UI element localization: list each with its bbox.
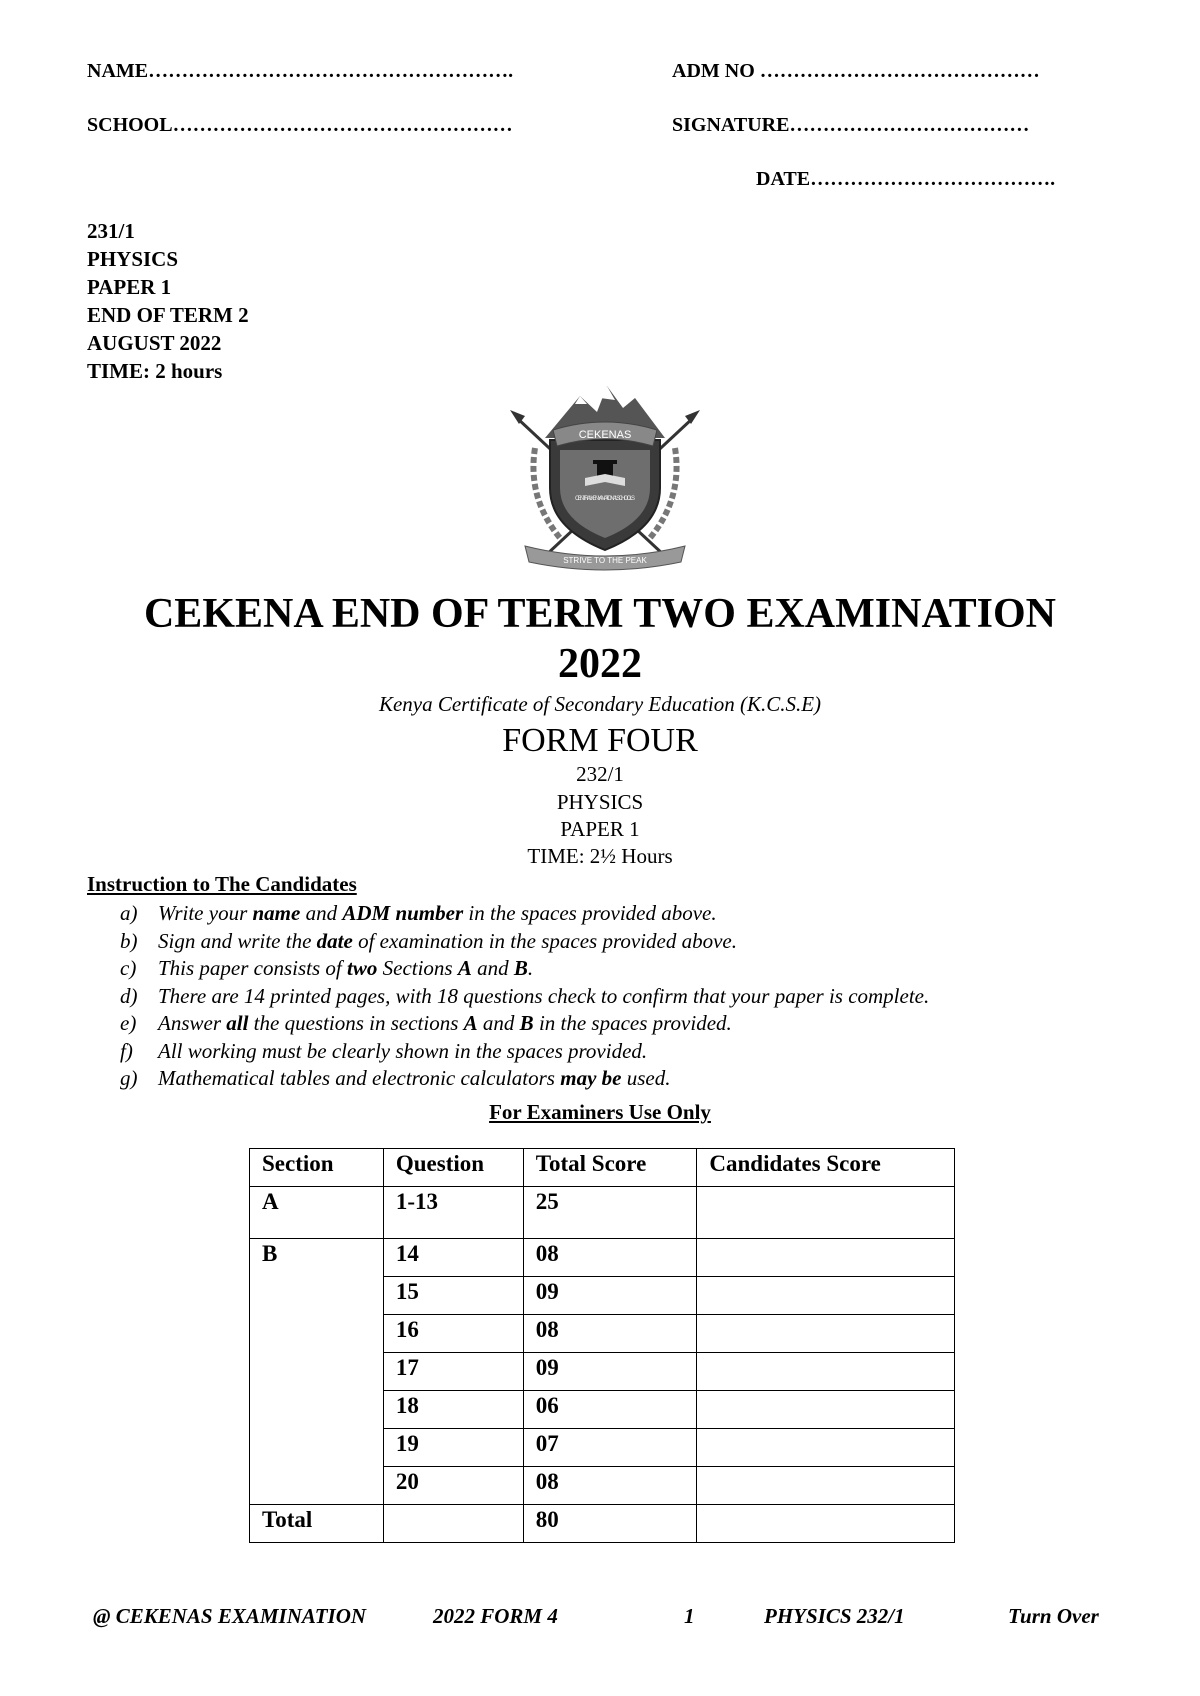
cell-question <box>383 1505 523 1543</box>
meta-paper: PAPER 1 <box>87 275 172 299</box>
cell-question: 20 <box>383 1467 523 1505</box>
footer-page-number: 1 <box>684 1604 695 1628</box>
school-field: SCHOOL…………………………………………… <box>87 114 513 136</box>
meta-term: END OF TERM 2 <box>87 303 249 327</box>
adm-no-field: ADM NO …………………………………… <box>672 60 1040 82</box>
instructions-list <box>120 900 929 1093</box>
instruction-emphasis: date <box>316 928 353 953</box>
cell-candidates-score <box>697 1187 955 1239</box>
instruction-text: and <box>471 956 514 980</box>
table-row <box>250 1277 955 1315</box>
cell-candidates-score <box>697 1315 955 1353</box>
cell-question: 19 <box>383 1429 523 1467</box>
cell-question: 1-13 <box>383 1187 523 1239</box>
table-row <box>250 1187 955 1239</box>
name-field: NAME………………………………………………. <box>87 60 514 82</box>
exam-title: CEKENA END OF TERM TWO EXAMINATION <box>143 591 1057 637</box>
instruction-emphasis: A <box>457 956 472 980</box>
cell-total-score: 08 <box>523 1467 697 1505</box>
cell-section: A <box>250 1187 384 1239</box>
col-header-question: Question <box>383 1149 523 1187</box>
meta-code: 231/1 <box>87 219 135 243</box>
cell-candidates-score <box>697 1505 955 1543</box>
signature-field: SIGNATURE……………………………… <box>672 114 1030 136</box>
instruction-text: Answer <box>158 1011 227 1035</box>
cell-section: B <box>250 1239 384 1277</box>
meta-subject: PHYSICS <box>87 247 179 271</box>
instruction-text: This paper consists of <box>158 956 348 980</box>
instruction-text: of examination in the spaces provided above. <box>352 928 737 953</box>
table-row <box>250 1239 955 1277</box>
cell-section <box>250 1353 384 1391</box>
cekenas-crest-logo <box>505 378 705 578</box>
table-header-row <box>250 1149 955 1187</box>
instruction-label: d) <box>120 983 138 1008</box>
instruction-item <box>120 1065 929 1093</box>
instruction-item <box>120 1038 929 1066</box>
cell-candidates-score <box>697 1277 955 1315</box>
crest-inner-text: CENTRAL KENYA NATIONAL SCHOOLS <box>575 496 635 502</box>
kcse-subtitle: Kenya Certificate of Secondary Education (K.C.S.E) <box>378 692 822 716</box>
instruction-emphasis: A <box>463 1011 478 1035</box>
paper-code: 232/1 <box>576 762 624 786</box>
instruction-item <box>120 928 929 956</box>
footer-subject: PHYSICS 232/1 <box>764 1604 905 1628</box>
col-header-section: Section <box>250 1149 384 1187</box>
instruction-text: and <box>300 901 343 925</box>
cell-section <box>250 1277 384 1315</box>
instruction-item <box>120 900 929 928</box>
cell-section <box>250 1429 384 1467</box>
instruction-item <box>120 955 929 983</box>
score-table <box>249 1148 955 1543</box>
instruction-label: b) <box>120 928 138 953</box>
col-header-candidates-score: Candidates Score <box>697 1149 955 1187</box>
footer-year-form: 2022 FORM 4 <box>433 1604 558 1628</box>
cell-candidates-score <box>697 1353 955 1391</box>
table-row <box>250 1429 955 1467</box>
cell-total-score: 07 <box>523 1429 697 1467</box>
instruction-text: Write your <box>158 901 253 925</box>
meta-date: AUGUST 2022 <box>87 331 222 355</box>
cell-question: 18 <box>383 1391 523 1429</box>
cell-section <box>250 1315 384 1353</box>
paper-number: PAPER 1 <box>560 817 640 841</box>
instruction-emphasis: B <box>519 1011 534 1035</box>
crest-motto-text: STRIVE TO THE PEAK <box>563 556 647 565</box>
instruction-text: in the spaces provided above. <box>463 901 717 925</box>
paper-meta <box>87 217 249 385</box>
cell-total-score: 08 <box>523 1239 697 1277</box>
table-row <box>250 1315 955 1353</box>
instruction-text: There are 14 printed pages, with 18 questions check to confirm that your paper is complete. <box>158 983 930 1008</box>
cell-candidates-score <box>697 1429 955 1467</box>
examiners-use-heading: For Examiners Use Only <box>489 1100 711 1124</box>
crest-banner-text: CEKENAS <box>578 429 632 441</box>
instruction-text: in the spaces provided. <box>533 1011 732 1035</box>
cell-candidates-score <box>697 1239 955 1277</box>
instruction-emphasis: B <box>513 956 528 980</box>
footer-turn-over: Turn Over <box>1008 1604 1099 1628</box>
instruction-text: Sign and write the <box>158 928 317 953</box>
cell-question: 17 <box>383 1353 523 1391</box>
cell-section <box>250 1467 384 1505</box>
table-row <box>250 1467 955 1505</box>
cell-question: 14 <box>383 1239 523 1277</box>
instruction-emphasis: name <box>252 901 301 925</box>
paper-subject: PHYSICS <box>556 790 644 814</box>
exam-year: 2022 <box>558 641 642 687</box>
table-total-row <box>250 1505 955 1543</box>
table-row <box>250 1353 955 1391</box>
instruction-text: used. <box>621 1066 671 1090</box>
instruction-item <box>120 1010 929 1038</box>
cell-total-score: 09 <box>523 1353 697 1391</box>
meta-time: TIME: 2 hours <box>87 359 223 383</box>
instruction-item <box>120 983 929 1011</box>
cell-question: 15 <box>383 1277 523 1315</box>
col-header-total-score: Total Score <box>523 1149 697 1187</box>
instruction-label: a) <box>120 901 138 925</box>
paper-time: TIME: 2½ Hours <box>527 844 673 868</box>
instructions-heading: Instruction to The Candidates <box>87 872 357 896</box>
instruction-text: Mathematical tables and electronic calculators <box>158 1066 561 1090</box>
instruction-emphasis: two <box>347 956 378 980</box>
cell-total-label: Total <box>250 1505 384 1543</box>
cell-total-score: 80 <box>523 1505 697 1543</box>
date-field: DATE………………………………. <box>756 168 1056 190</box>
cell-total-score: 06 <box>523 1391 697 1429</box>
instruction-emphasis: ADM number <box>342 901 464 925</box>
cell-candidates-score <box>697 1467 955 1505</box>
instruction-emphasis: may be <box>560 1066 622 1090</box>
cell-question: 16 <box>383 1315 523 1353</box>
instruction-text: . <box>527 956 534 980</box>
instruction-text: Sections <box>377 956 458 980</box>
cell-section <box>250 1391 384 1429</box>
form-level: FORM FOUR <box>502 722 698 759</box>
cell-total-score: 25 <box>523 1187 697 1239</box>
instruction-label: e) <box>120 1011 137 1035</box>
instruction-text: the questions in sections <box>248 1011 464 1035</box>
instruction-emphasis: all <box>226 1011 249 1035</box>
instruction-label: g) <box>120 1066 138 1090</box>
instruction-text: and <box>477 1011 520 1035</box>
cell-total-score: 08 <box>523 1315 697 1353</box>
cell-candidates-score <box>697 1391 955 1429</box>
table-row <box>250 1391 955 1429</box>
instruction-label: c) <box>120 956 137 980</box>
instruction-label: f) <box>120 1038 133 1063</box>
cell-total-score: 09 <box>523 1277 697 1315</box>
instruction-text: All working must be clearly shown in the spaces provided. <box>158 1038 648 1063</box>
footer-left: @ CEKENAS EXAMINATION <box>93 1604 367 1628</box>
